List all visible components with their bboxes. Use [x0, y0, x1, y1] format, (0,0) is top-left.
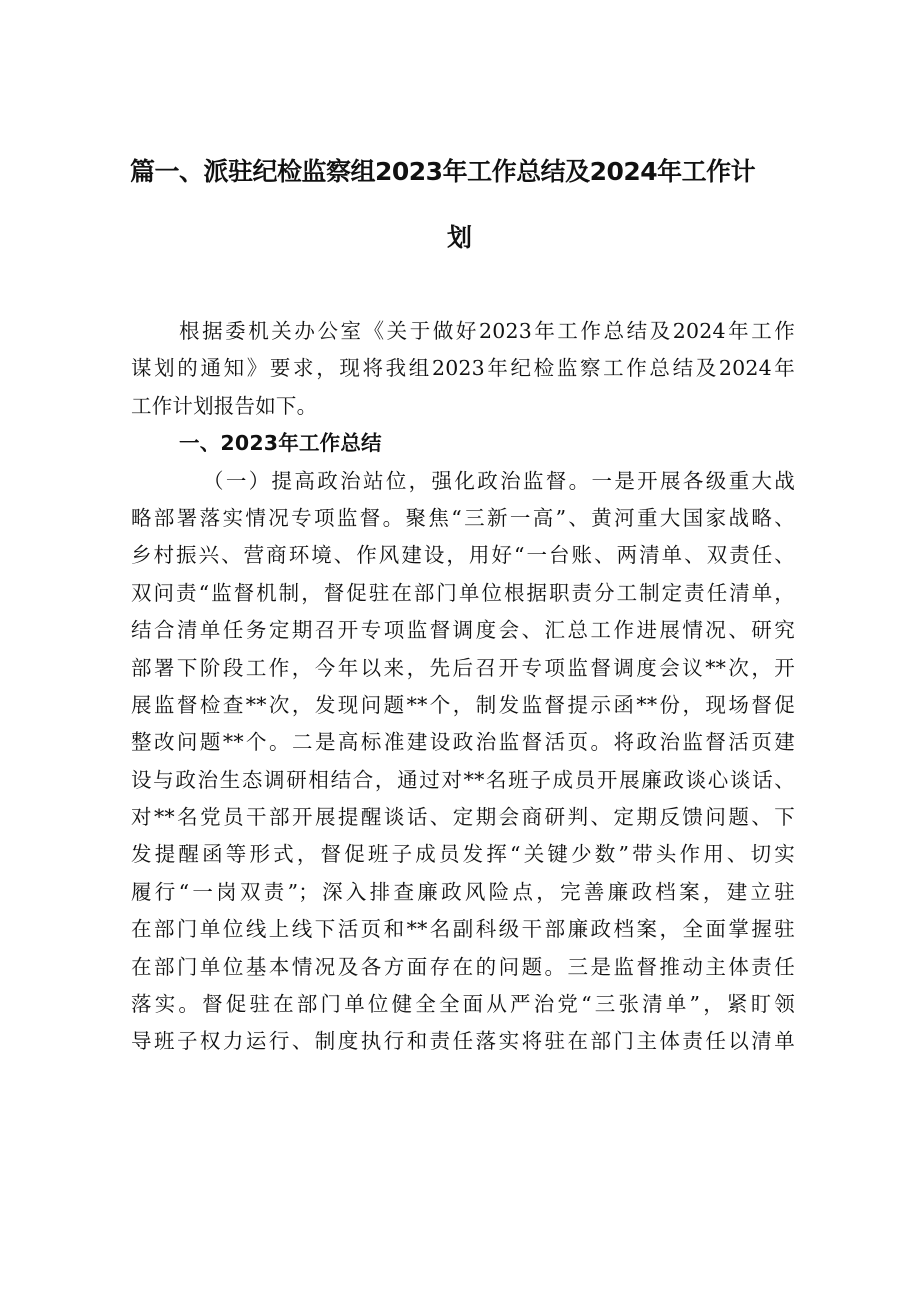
paragraph-line: 整改问题**个。二是高标准建设政治监督活页。将政治监督活页建: [131, 730, 795, 755]
paragraph-line: 略部署落实情况专项监督。聚焦“三新一高”、黄河重大国家战略、: [131, 505, 795, 530]
paragraph-line: 落实。督促驻在部门单位健全全面从严治党“三张清单”，紧盯领: [131, 992, 795, 1017]
paragraph-line: 导班子权力运行、制度执行和责任落实将驻在部门主体责任以清单: [131, 1029, 795, 1054]
intro-line: 工作计划报告如下。: [131, 393, 318, 418]
paragraph-line: 部署下阶段工作，今年以来，先后召开专项监督调度会议**次，开: [131, 655, 795, 680]
document-title-line-1: 篇一、派驻纪检监察组2023年工作总结及2024年工作计: [130, 157, 756, 186]
paragraph-line: 在部门单位基本情况及各方面存在的问题。三是监督推动主体责任: [131, 954, 795, 979]
paragraph-line: 展监督检查**次，发现问题**个，制发监督提示函**份，现场督促: [131, 692, 795, 717]
document-body: [131, 313, 795, 1061]
paragraph-line: 乡村振兴、营商环境、作风建设，用好“一台账、两清单、双责任、: [131, 543, 795, 568]
paragraph-line: 发提醒函等形式，督促班子成员发挥“关键少数”带头作用、切实: [131, 842, 795, 867]
paragraph-line: （一）提高政治站位，强化政治监督。一是开展各级重大战: [203, 468, 795, 493]
paragraph-line: 履行“一岗双责”；深入排查廉政风险点，完善廉政档案，建立驻: [131, 879, 795, 904]
paragraph-line: 结合清单任务定期召开专项监督调度会、汇总工作进展情况、研究: [131, 618, 795, 643]
paragraph-line: 在部门单位线上线下活页和**名副科级干部廉政档案，全面掌握驻: [131, 917, 795, 942]
paragraph-line: 双问责“监督机制，督促驻在部门单位根据职责分工制定责任清单，: [131, 580, 795, 605]
intro-line: 根据委机关办公室《关于做好2023年工作总结及2024年工作: [179, 319, 795, 343]
document-title-line-2: 划: [447, 223, 472, 252]
paragraph-line: 设与政治生态调研相结合，通过对**名班子成员开展廉政谈心谈话、: [131, 767, 795, 792]
paragraph-line: 对**名党员干部开展提醒谈话、定期会商研判、定期反馈问题、下: [131, 805, 795, 830]
section-heading: 一、2023年工作总结: [179, 431, 382, 456]
intro-line: 谋划的通知》要求，现将我组2023年纪检监察工作总结及2024年: [131, 356, 795, 381]
